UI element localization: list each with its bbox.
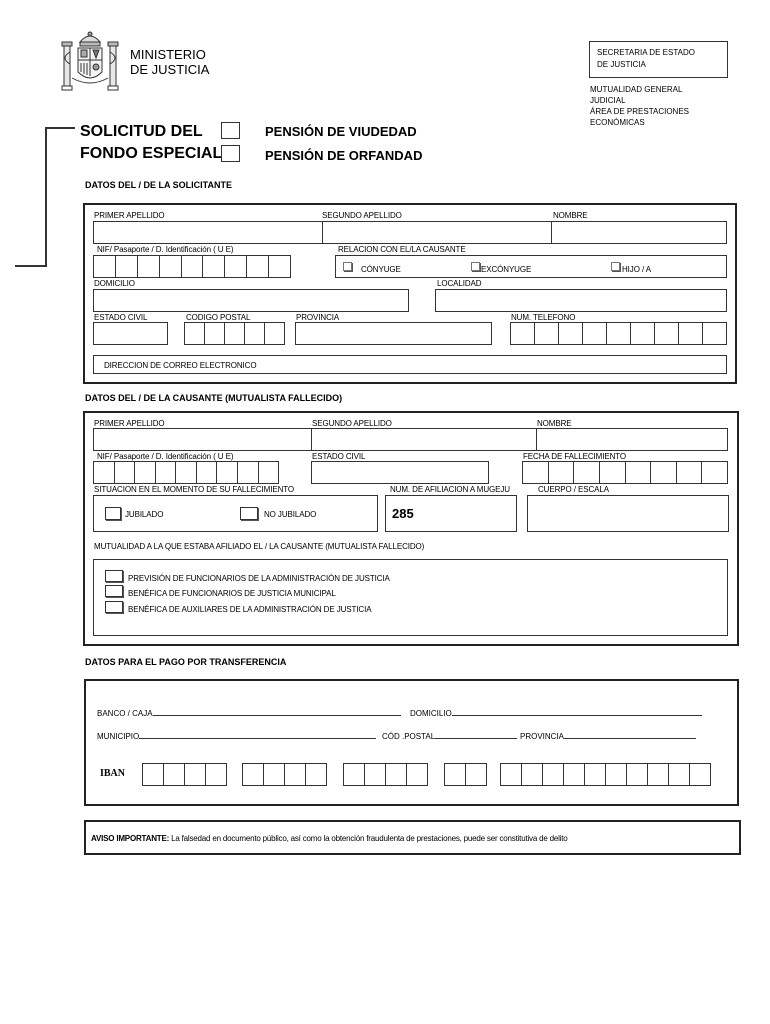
cau-mutualidad-label: MUTUALIDAD A LA QUE ESTABA AFILIADO EL / LA CAUSANTE (MUTUALISTA FALLECIDO) bbox=[94, 542, 425, 551]
cau-cuerpo-input[interactable] bbox=[527, 495, 729, 532]
pago-cod-postal-field[interactable] bbox=[382, 731, 517, 741]
mutualidad-opt3-label: BENÉFICA DE AUXILIARES DE LA ADMINISTRACIÓN DE JUSTICIA bbox=[128, 605, 372, 614]
sol-segundo-apellido-label: SEGUNDO APELLIDO bbox=[322, 211, 402, 220]
causante-section-title: DATOS DEL / DE LA CAUSANTE (MUTUALISTA FALLECIDO) bbox=[85, 393, 343, 403]
aviso-body: La falsedad en documento público, así como la obtención fraudulenta de prestaciones, puede ser constitutiva de delito bbox=[171, 834, 568, 843]
mutualidad-line4: ECONÓMICAS bbox=[590, 118, 645, 127]
orfandad-checkbox[interactable] bbox=[221, 145, 240, 162]
cau-segundo-apellido-input[interactable] bbox=[311, 428, 537, 451]
mutualidad-opt2-checkbox[interactable] bbox=[105, 585, 123, 597]
sol-codigo-postal-label: CODIGO POSTAL bbox=[186, 313, 251, 322]
sol-telefono-input[interactable] bbox=[510, 322, 727, 345]
mutualidad-line3: ÁREA DE PRESTACIONES bbox=[590, 107, 689, 116]
aviso-bold: AVISO IMPORTANTE: bbox=[91, 834, 170, 843]
exconyuge-label: EXCÓNYUGE bbox=[481, 265, 532, 274]
ministry-line1: MINISTERIO bbox=[130, 47, 206, 62]
sol-estado-civil-label: ESTADO CIVIL bbox=[94, 313, 148, 322]
sol-estado-civil-input[interactable] bbox=[93, 322, 168, 345]
mutualidad-opt1-label: PREVISIÓN DE FUNCIONARIOS DE LA ADMINISTRACIÓN DE JUSTICIA bbox=[128, 574, 390, 583]
sol-localidad-input[interactable] bbox=[435, 289, 727, 312]
coat-of-arms-icon bbox=[56, 28, 124, 96]
hijo-checkbox[interactable] bbox=[611, 262, 620, 271]
conyuge-checkbox[interactable] bbox=[343, 262, 352, 271]
iban-group-1[interactable] bbox=[142, 763, 227, 786]
ministry-name bbox=[130, 47, 209, 77]
cau-afiliacion-value: 285 bbox=[392, 506, 414, 521]
jubilado-label: JUBILADO bbox=[125, 510, 164, 519]
cau-segundo-apellido-label: SEGUNDO APELLIDO bbox=[312, 419, 392, 428]
sol-primer-apellido-input[interactable] bbox=[93, 221, 323, 244]
sol-provincia-input[interactable] bbox=[295, 322, 492, 345]
cau-fecha-input[interactable] bbox=[522, 461, 728, 484]
banco-label: BANCO / CAJA bbox=[97, 709, 153, 718]
sol-localidad-label: LOCALIDAD bbox=[437, 279, 482, 288]
mutualidad-opt3-checkbox[interactable] bbox=[105, 601, 123, 613]
mutualidad-info bbox=[590, 84, 689, 128]
mutualidad-line2: JUDICIAL bbox=[590, 96, 626, 105]
pago-domicilio-field[interactable] bbox=[410, 708, 702, 718]
bracket-foot bbox=[15, 265, 47, 267]
sol-primer-apellido-label: PRIMER APELLIDO bbox=[94, 211, 165, 220]
ministry-line2: DE JUSTICIA bbox=[130, 62, 210, 77]
sol-relacion-label: RELACION CON EL/LA CAUSANTE bbox=[338, 245, 466, 254]
municipio-label: MUNICIPIO bbox=[97, 732, 140, 741]
sol-domicilio-input[interactable] bbox=[93, 289, 409, 312]
pago-cod-postal-label: CÓD .POSTAL bbox=[382, 732, 436, 741]
sol-nif-label: NIF/ Pasaporte / D. Identificación ( U E) bbox=[97, 245, 234, 254]
cau-situacion-label: SITUACION EN EL MOMENTO DE SU FALLECIMIENTO bbox=[94, 485, 295, 494]
no-jubilado-label: NO JUBILADO bbox=[264, 510, 317, 519]
iban-label: IBAN bbox=[100, 768, 126, 779]
sol-nif-input[interactable] bbox=[93, 255, 291, 278]
mutualidad-opt2-label: BENÉFICA DE FUNCIONARIOS DE JUSTICIA MUNICIPAL bbox=[128, 589, 336, 598]
iban-group-5[interactable] bbox=[500, 763, 711, 786]
cau-primer-apellido-input[interactable] bbox=[93, 428, 312, 451]
viudedad-checkbox[interactable] bbox=[221, 122, 240, 139]
cau-estado-civil-input[interactable] bbox=[311, 461, 489, 484]
pago-domicilio-label: DOMICILIO bbox=[410, 709, 452, 718]
cau-nif-input[interactable] bbox=[93, 461, 279, 484]
sol-provincia-label: PROVINCIA bbox=[296, 313, 340, 322]
orfandad-label: PENSIÓN DE ORFANDAD bbox=[265, 148, 423, 163]
cau-estado-civil-label: ESTADO CIVIL bbox=[312, 452, 366, 461]
iban-group-3[interactable] bbox=[343, 763, 428, 786]
pago-provincia-label: PROVINCIA bbox=[520, 732, 565, 741]
form-title-line2: FONDO ESPECIAL bbox=[80, 145, 223, 162]
aviso-text bbox=[91, 834, 568, 843]
mutualidad-line1: MUTUALIDAD GENERAL bbox=[590, 85, 683, 94]
cau-nif-label: NIF/ Pasaporte / D. Identificación ( U E) bbox=[97, 452, 234, 461]
municipio-field[interactable] bbox=[97, 731, 376, 741]
solicitante-section-title: DATOS DEL / DE LA SOLICITANTE bbox=[85, 180, 233, 190]
cau-fecha-label: FECHA DE FALLECIMIENTO bbox=[523, 452, 627, 461]
bracket-line bbox=[45, 127, 75, 267]
secretaria-line1: SECRETARIA DE ESTADO bbox=[597, 48, 695, 57]
iban-group-2[interactable] bbox=[242, 763, 327, 786]
no-jubilado-checkbox[interactable] bbox=[240, 507, 258, 520]
sol-codigo-postal-input[interactable] bbox=[184, 322, 285, 345]
sol-segundo-apellido-input[interactable] bbox=[322, 221, 552, 244]
iban-group-4[interactable] bbox=[444, 763, 487, 786]
hijo-label: HIJO / A bbox=[622, 265, 651, 274]
exconyuge-checkbox[interactable] bbox=[471, 262, 480, 271]
sol-nombre-label: NOMBRE bbox=[553, 211, 588, 220]
sol-domicilio-label: DOMICILIO bbox=[94, 279, 135, 288]
cau-nombre-input[interactable] bbox=[536, 428, 728, 451]
cau-nombre-label: NOMBRE bbox=[537, 419, 572, 428]
form-title bbox=[80, 121, 222, 165]
sol-telefono-label: NUM. TELEFONO bbox=[511, 313, 576, 322]
cau-cuerpo-label: CUERPO / ESCALA bbox=[538, 485, 609, 494]
mutualidad-opt1-checkbox[interactable] bbox=[105, 570, 123, 582]
sol-nombre-input[interactable] bbox=[551, 221, 727, 244]
cau-afiliacion-label: NUM. DE AFILIACION A MUGEJU bbox=[390, 485, 510, 494]
form-title-line1: SOLICITUD DEL bbox=[80, 123, 203, 140]
viudedad-label: PENSIÓN DE VIUDEDAD bbox=[265, 124, 417, 139]
jubilado-checkbox[interactable] bbox=[105, 507, 121, 520]
pago-provincia-field[interactable] bbox=[520, 731, 696, 741]
secretaria-line2: DE JUSTICIA bbox=[597, 60, 646, 69]
conyuge-label: CÓNYUGE bbox=[361, 265, 401, 274]
cau-primer-apellido-label: PRIMER APELLIDO bbox=[94, 419, 165, 428]
banco-field[interactable] bbox=[97, 708, 401, 718]
secretaria-box bbox=[589, 41, 728, 78]
pago-frame bbox=[84, 679, 739, 806]
pago-section-title: DATOS PARA EL PAGO POR TRANSFERENCIA bbox=[85, 657, 287, 667]
sol-correo-label: DIRECCION DE CORREO ELECTRONICO bbox=[104, 361, 257, 370]
